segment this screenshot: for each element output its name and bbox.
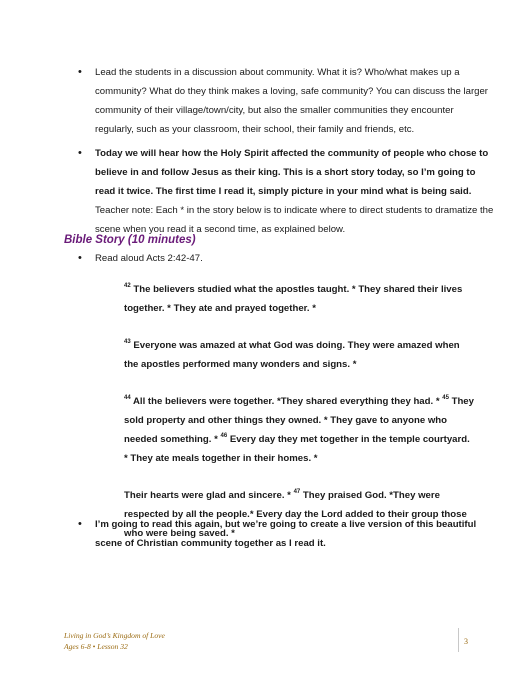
bullet-icon: •: [78, 518, 82, 530]
verse-text: They praised God. *They were respected by all the people.* Every day the Lord added to their group those who were being saved. *: [124, 490, 467, 539]
story-intro-bold: Today we will hear how the Holy Spirit affected the community of people who chose to believe in and follow Jesus as their king. This is a short story today, so I’m going to read it twice. The first time I read it, simply picture in your mind what is being said.: [95, 148, 489, 197]
bullet-icon: •: [78, 66, 82, 78]
verse-number: 46: [220, 432, 228, 439]
read-aloud-text: Read aloud Acts 2:42-47.: [95, 253, 203, 264]
verse-number: 44: [124, 394, 131, 401]
footer-divider: [458, 628, 459, 652]
verse-text: They sold property and other things they owned. * They gave to anyone who needed something. *: [124, 396, 474, 445]
verse-number: 47: [293, 488, 301, 495]
section-heading: Bible Story (10 minutes): [64, 234, 196, 246]
verse-text: Every day they met together in the temple courtyard. * They ate meals together in their homes. *: [124, 434, 470, 464]
verse-number: 43: [124, 338, 131, 345]
verse-text: All the believers were together. *They shared everything they had. *: [130, 396, 443, 407]
verse-43: [124, 336, 474, 374]
verse-number: 42: [124, 282, 131, 289]
footer-subtitle: Ages 6-8 • Lesson 32: [64, 642, 128, 651]
story-intro-text: [95, 144, 495, 239]
live-version-text: I’m going to read this again, but we’re going to create a live version of this beautiful scene of Christian community together as I read it.: [95, 519, 477, 549]
verse-number: 45: [442, 394, 449, 401]
bullet-icon: •: [78, 147, 82, 159]
footer: [64, 630, 165, 652]
verse-42: [124, 280, 474, 318]
verses-44-46: [124, 392, 474, 468]
verse-text: Their hearts were glad and sincere. *: [124, 490, 294, 501]
footer-title: Living in God’s Kingdom of Love: [64, 631, 165, 640]
bullet-icon: •: [78, 252, 82, 264]
verse-text: The believers studied what the apostles taught. * They shared their lives together. * They ate and prayed together. *: [124, 284, 463, 314]
page-number: 3: [464, 637, 468, 646]
discussion-text: Lead the students in a discussion about community. What it is? Who/what makes up a community? What do they think makes a loving, safe community? You can discuss the larger community of their village/town/city, but also the smaller communities they encounter regularly, such as your classroom, their school, their family and friends, etc.: [95, 67, 489, 135]
verse-text: Everyone was amazed at what God was doing. They were amazed when the apostles performed many wonders and signs. *: [124, 340, 460, 370]
teacher-note: Teacher note: Each * in the story below is to indicate where to direct students to dramatize the scene when you read it a second time, as explained below.: [95, 205, 494, 235]
